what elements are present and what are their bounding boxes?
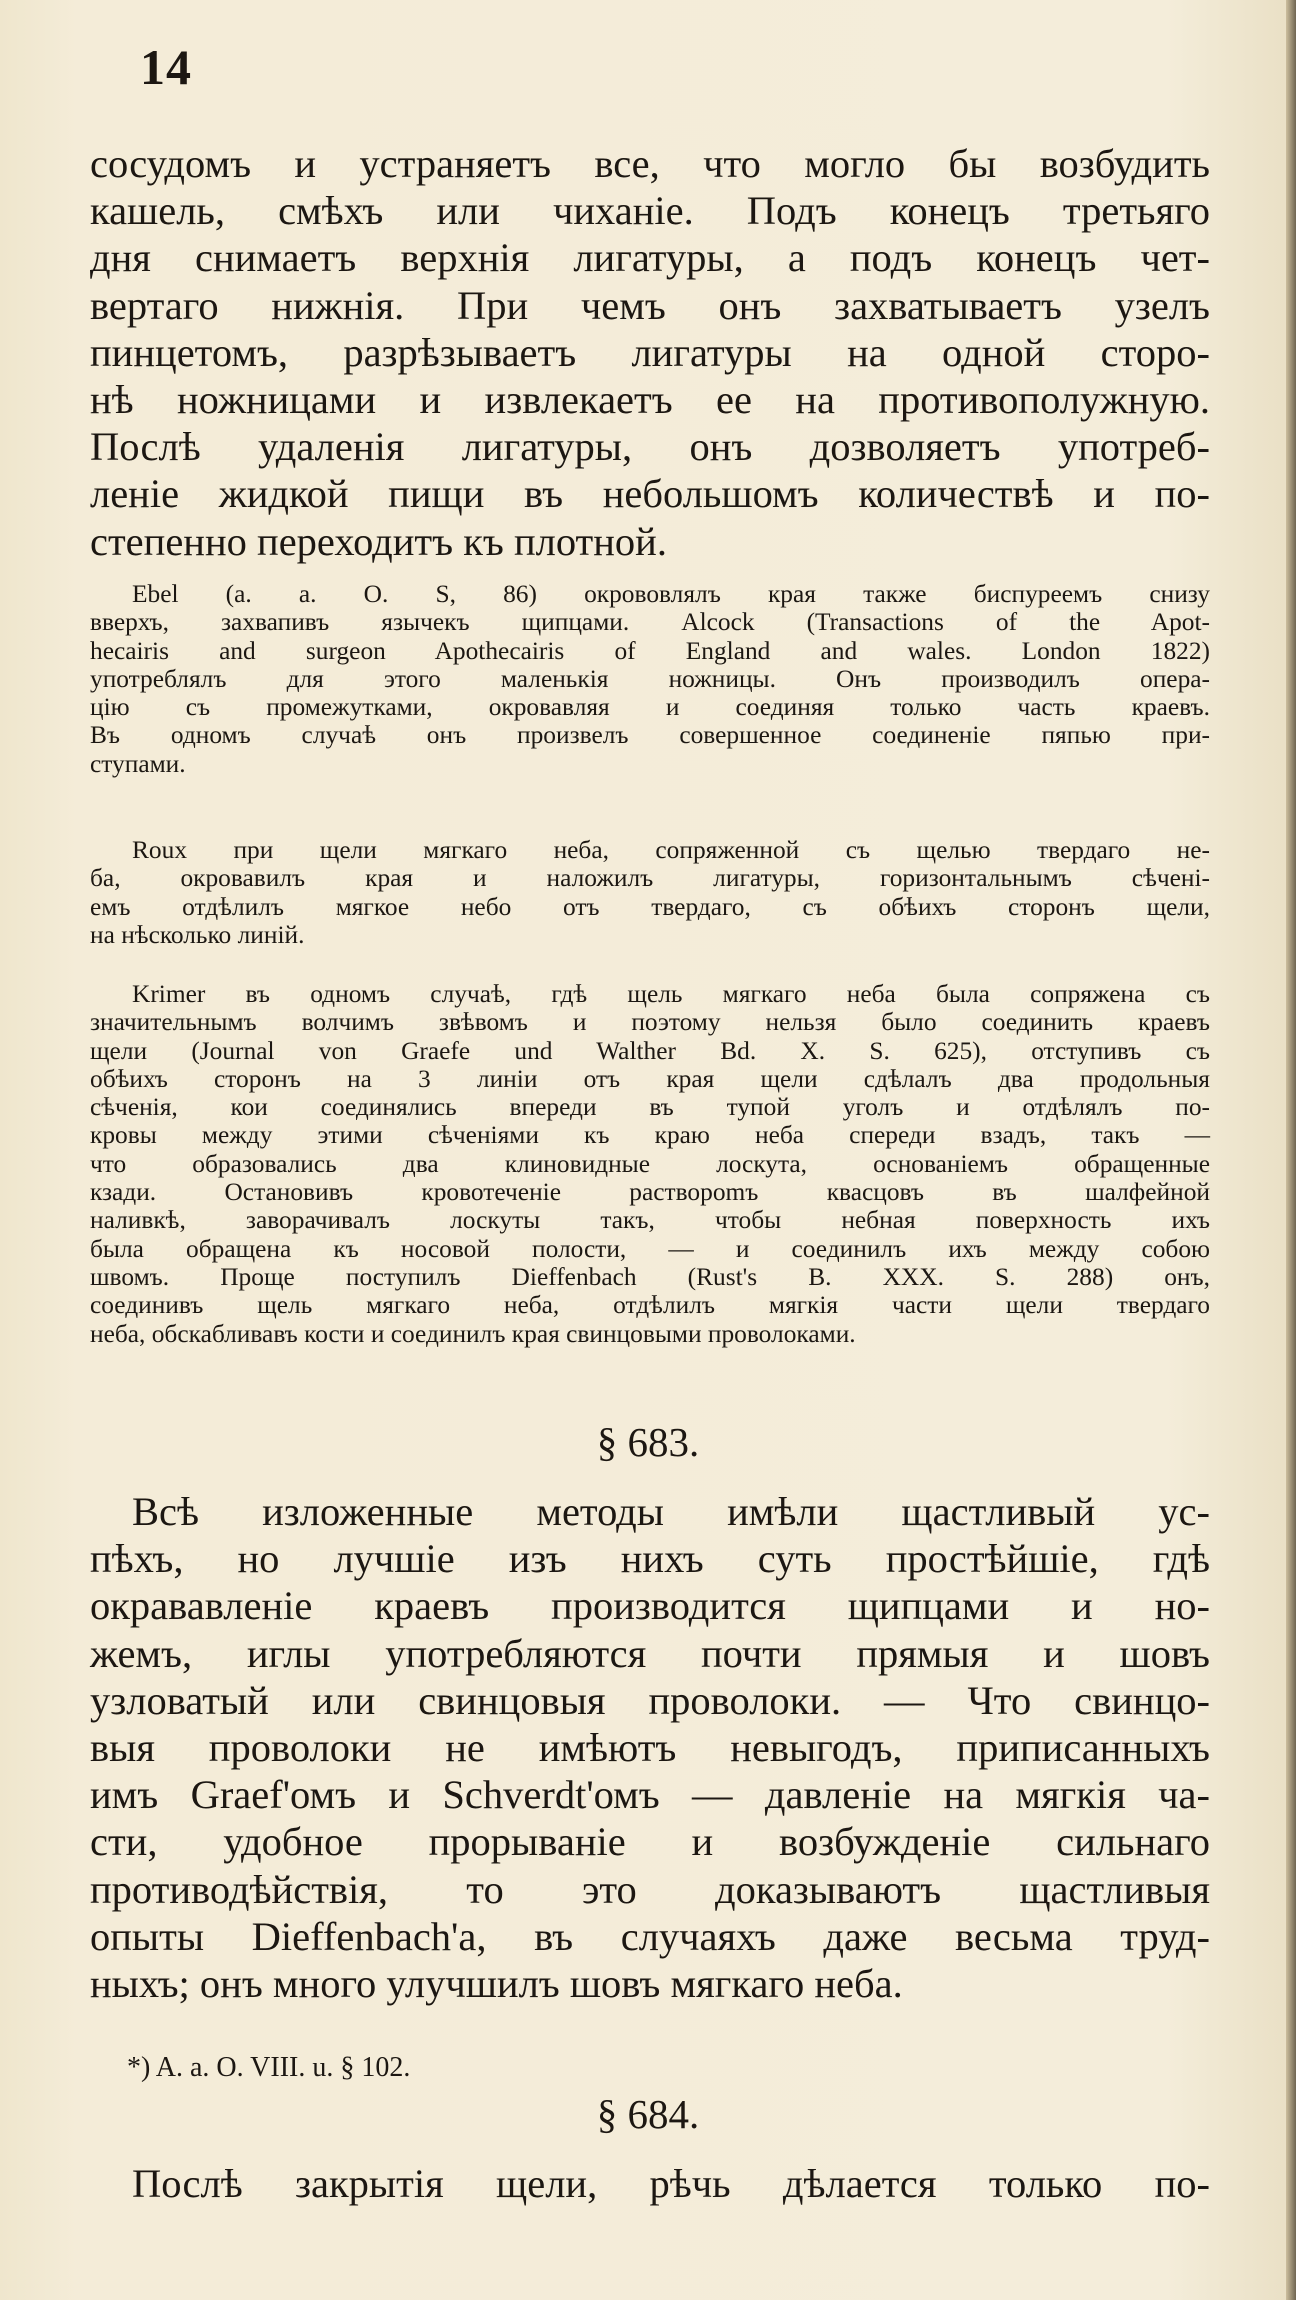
note-line: значительнымъ волчимъ звѣвомъ и поэтому нельзя было соединить краевъ <box>90 1008 1210 1037</box>
note-krimer <box>90 980 1210 1348</box>
text-line: окрававленіе краевъ производится щипцами и но- <box>90 1583 1210 1629</box>
note-line: Ebel (a. a. O. S, 86) окрововлялъ края также биспуреемъ снизу <box>132 580 1210 608</box>
note-line: ступами. <box>90 749 186 778</box>
text-line: пѣхъ, но лучшіе изъ нихъ суть простѣйшіе, гдѣ <box>90 1536 1210 1582</box>
text-line: нѣ ножницами и извлекаетъ ее на противополужную. <box>90 377 1210 423</box>
text-line: Послѣ закрытія щели, рѣчь дѣлается только по- <box>132 2161 1210 2206</box>
text-line: узловатый или свинцовыя проволоки. — Что свинцо- <box>90 1677 1210 1723</box>
text-line: имъ Graef'омъ и Schverdt'омъ — давленіе на мягкія ча- <box>90 1772 1210 1818</box>
note-line: была обращена къ носовой полости, — и соединилъ ихъ между собою <box>90 1234 1210 1263</box>
note-line: вверхъ, захвапивъ язычекъ щипцами. Alcock (Transactions of the Apot- <box>90 608 1210 637</box>
text-line: сти, удобное прорываніе и возбужденіе сильнаго <box>90 1819 1210 1865</box>
section-heading-683: § 683. <box>596 1419 700 1465</box>
note-line: неба, обскабливавъ кости и соединилъ края свинцовыми проволоками. <box>90 1319 856 1348</box>
note-line: Krimer въ одномъ случаѣ, гдѣ щель мягкаго неба была сопряжена съ <box>132 980 1210 1008</box>
text-line: Послѣ удаленія лигатуры, онъ дозволяетъ употреб- <box>90 424 1210 470</box>
note-line: щели (Journal von Graefe und Walther Bd. X. S. 625), отступивъ съ <box>90 1036 1210 1065</box>
text-line: противодѣйствія, то это доказываютъ щастливыя <box>90 1866 1210 1912</box>
text-line: Всѣ изложенные методы имѣли щастливый ус- <box>132 1489 1210 1534</box>
footnote: *) A. a. O. VIII. u. § 102. <box>127 2052 411 2083</box>
text-line: ныхъ; онъ много улучшилъ шовъ мягкаго неба. <box>90 1961 903 2007</box>
note-line: обѣихъ сторонъ на 3 линіи отъ края щели сдѣлалъ два продольныя <box>90 1064 1210 1093</box>
text-line: опыты Dieffenbach'а, въ случаяхъ даже весьма труд- <box>90 1913 1210 1959</box>
text-line: сосудомъ и устраняетъ все, что могло бы возбудить <box>90 141 1210 186</box>
note-line: hecairis and surgeon Apothecairis of England and wales. London 1822) <box>90 636 1210 665</box>
page-edge-shadow <box>1286 0 1296 2300</box>
note-line: употреблялъ для этого маленькія ножницы. Онъ производилъ опера- <box>90 664 1210 693</box>
note-line: емъ отдѣлилъ мягкое небо отъ твердаго, съ обѣихъ сторонъ щели, <box>90 892 1210 921</box>
text-line: леніе жидкой пищи въ небольшомъ количествѣ и по- <box>90 471 1210 517</box>
note-line: соединивъ щель мягкаго неба, отдѣлилъ мягкія части щели твердаго <box>90 1291 1210 1320</box>
text-line: степенно переходитъ къ плотной. <box>90 518 667 564</box>
text-line: дня снимаетъ верхнія лигатуры, а подъ конецъ чет- <box>90 235 1210 281</box>
section-heading-684: § 684. <box>596 2091 700 2137</box>
note-line: швомъ. Проще поступилъ Dieffenbach (Rust's B. XXX. S. 288) онъ, <box>90 1262 1210 1291</box>
text-line: жемъ, иглы употребляются почти прямыя и шовъ <box>90 1630 1210 1676</box>
note-line: кзади. Остановивъ кровотеченіе раствороmъ квасцовъ въ шалфейной <box>90 1178 1210 1207</box>
text-line: вертаго нижнія. При чемъ онъ захватываетъ узелъ <box>90 282 1210 328</box>
text-line: кашель, смѣхъ или чиханіе. Подъ конецъ третьяго <box>90 188 1210 234</box>
note-ebel <box>90 580 1210 778</box>
note-line: сѣченія, кои соединялись впереди въ тупой уголъ и отдѣлялъ по- <box>90 1093 1210 1122</box>
text-line: пинцетомъ, разрѣзываетъ лигатуры на одной сторо- <box>90 329 1210 375</box>
section-684-body <box>90 2160 1210 2207</box>
page-number: 14 <box>140 39 192 95</box>
note-line: на нѣсколько линій. <box>90 920 305 949</box>
note-line: кровы между этими сѣченіями къ краю неба спереди взадъ, такъ — <box>90 1121 1210 1150</box>
note-line: цію съ промежутками, окровавляя и соединяя только часть краевъ. <box>90 693 1210 722</box>
note-roux <box>90 836 1210 949</box>
note-line: что образовались два клиновидные лоскута, основаніемъ обращенные <box>90 1149 1210 1178</box>
section-683-body <box>90 1488 1210 2007</box>
note-line: ба, окровавилъ края и наложилъ лигатуры, горизонтальнымъ сѣченi- <box>90 864 1210 893</box>
note-line: Въ одномъ случаѣ онъ произвелъ совершенное соединеніе пяпью при- <box>90 721 1210 750</box>
paragraph-682-end <box>90 140 1210 565</box>
note-line: наливкѣ, заворачивалъ лоскуты такъ, чтобы небная поверхность ихъ <box>90 1206 1210 1235</box>
text-line: выя проволоки не имѣютъ невыгодъ, приписанныхъ <box>90 1725 1210 1771</box>
note-line: Roux при щели мягкаго неба, сопряженной съ щелью твердаго не- <box>132 836 1210 864</box>
